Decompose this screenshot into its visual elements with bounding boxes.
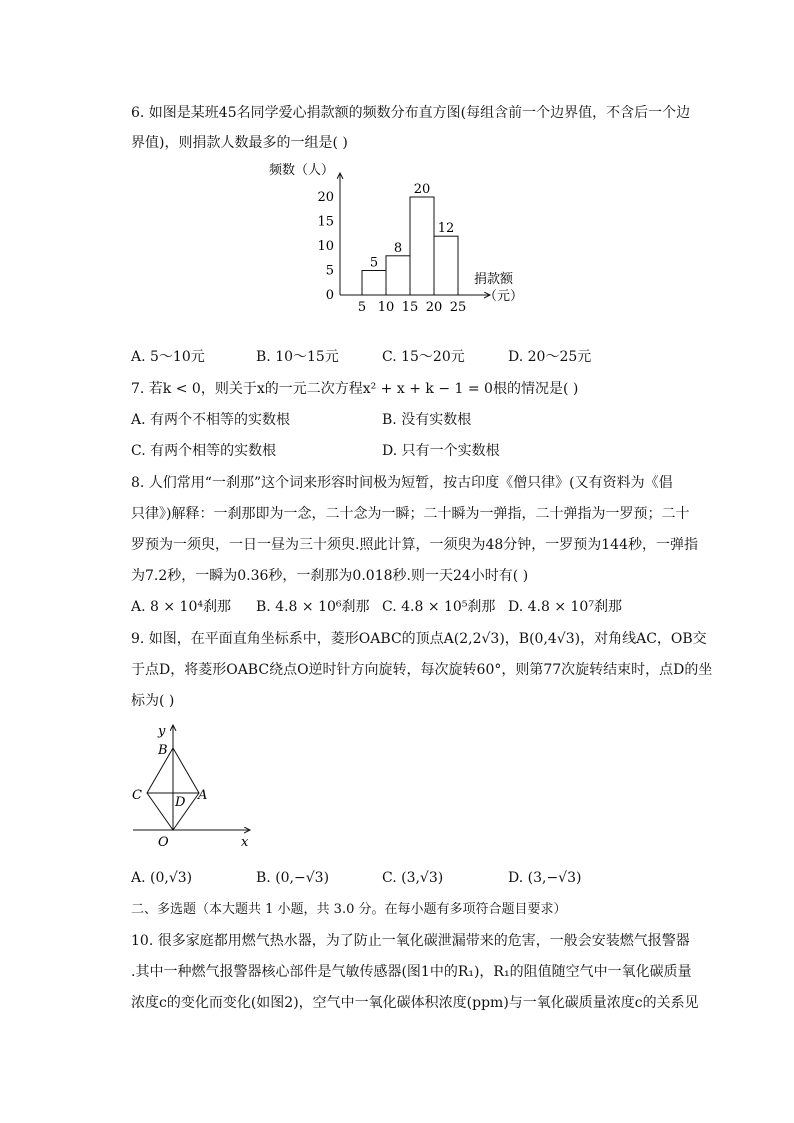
q8-option-c: C. 4.8 × 10⁵刹那 xyxy=(382,599,496,615)
histogram-bar xyxy=(386,256,410,295)
y-tick-label: 0 xyxy=(325,288,334,303)
q6-stem-line2: 界值)，则捐款人数最多的一组是( ) xyxy=(131,135,348,151)
q8-stem-line2: 只律》)解释：一刹那即为一念，二十念为一瞬；二十瞬为一弹指，二十弹指为一罗预；二十 xyxy=(131,506,690,522)
q8-stem-line1: 8. 人们常用“一刹那”这个词来形容时间极为短暂，按古印度《僧只律》(又有资料为《倡 xyxy=(131,475,673,491)
x-axis-unit: （元） xyxy=(484,289,524,304)
q10-stem-line2: .其中一种燃气报警器核心部件是气敏传感器(图1中的R₁)，R₁的阻值随空气中一氧化碳质量 xyxy=(131,964,692,980)
x-tick-label: 20 xyxy=(425,300,443,315)
q8-stem-line4: 为7.2秒，一瞬为0.36秒，一刹那为0.018秒.则一天24小时有( ) xyxy=(131,568,529,584)
q8-option-d: D. 4.8 × 10⁷刹那 xyxy=(508,599,622,615)
y-tick-label: 15 xyxy=(317,214,334,230)
label-b: B xyxy=(158,743,168,758)
x-tick-label: 15 xyxy=(401,300,419,315)
y-tick-label: 20 xyxy=(317,190,334,205)
q9-option-b: B. (0,−√3) xyxy=(256,870,330,886)
histogram-chart xyxy=(262,155,562,325)
q8-option-b: B. 4.8 × 10⁶刹那 xyxy=(256,599,370,615)
y-axis-title: 频数（人） xyxy=(269,163,335,178)
q7-option-a: A. 有两个不相等的实数根 xyxy=(131,412,291,428)
y-tick-label: 5 xyxy=(325,263,334,279)
q7-option-b: B. 没有实数根 xyxy=(382,412,472,428)
histogram-bar xyxy=(410,197,434,295)
q9-option-d: D. (3,−√3) xyxy=(508,870,582,886)
histogram-bar xyxy=(434,236,458,295)
label-o: O xyxy=(158,835,169,850)
x-tick-label: 5 xyxy=(357,300,367,315)
x-axis-title: 捐款额 xyxy=(474,272,514,287)
q6-stem-line1: 6. 如图是某班45名同学爱心捐款额的频数分布直方图(每组含前一个边界值，不含后一个边 xyxy=(131,105,691,121)
q9-option-a: A. (0,√3) xyxy=(131,870,193,886)
x-tick-label: 25 xyxy=(449,300,467,315)
label-x: x xyxy=(241,835,249,850)
q9-option-c: C. (3,√3) xyxy=(382,870,444,886)
q6-option-a: A. 5～10元 xyxy=(131,349,205,365)
q6-option-b: B. 10～15元 xyxy=(256,349,339,365)
q8-option-a: A. 8 × 10⁴刹那 xyxy=(131,599,231,615)
x-tick-label: 10 xyxy=(377,300,395,315)
label-c: C xyxy=(132,788,142,803)
q7-option-d: D. 只有一个实数根 xyxy=(382,443,500,459)
q6-option-d: D. 20～25元 xyxy=(508,349,592,365)
q6-option-c: C. 15～20元 xyxy=(382,349,465,365)
histogram-bar xyxy=(362,271,386,296)
rhombus-figure xyxy=(128,722,268,852)
q7-stem: 7. 若k < 0，则关于x的一元二次方程x² + x + k − 1 = 0根的情况是( ) xyxy=(131,381,579,397)
q9-stem-line2: 于点D，将菱形OABC绕点O逆时针方向旋转，每次旋转60°，则第77次旋转结束时，点D的坐 xyxy=(131,662,713,678)
q10-stem-line3: 浓度c的变化而变化(如图2)，空气中一氧化碳体积浓度(ppm)与一氧化碳质量浓度c的关系见 xyxy=(131,995,699,1011)
q9-stem-line1: 9. 如图，在平面直角坐标系中，菱形OABC的顶点A(2,2√3)，B(0,4√3)，对角线AC，OB交 xyxy=(131,631,707,647)
section-title: 二、多选题（本大题共 1 小题，共 3.0 分。在每小题有多项符合题目要求） xyxy=(131,902,567,917)
bar-value-label: 8 xyxy=(393,240,403,256)
y-tick-label: 10 xyxy=(317,239,334,254)
q8-stem-line3: 罗预为一须臾，一日一昼为三十须臾.照此计算，一须臾为48分钟，一罗预为144秒，一弹指 xyxy=(131,537,698,553)
q7-option-c: C. 有两个相等的实数根 xyxy=(131,443,277,459)
bar-value-label: 20 xyxy=(413,182,431,197)
label-d: D xyxy=(175,795,186,810)
q10-stem-line1: 10. 很多家庭都用燃气热水器，为了防止一氧化碳泄漏带来的危害，一般会安装燃气报警器 xyxy=(131,933,690,949)
label-a: A xyxy=(198,788,208,803)
q9-stem-line3: 标为( ) xyxy=(131,693,175,709)
bar-value-label: 12 xyxy=(437,221,455,237)
bar-value-label: 5 xyxy=(369,255,379,271)
label-y: y xyxy=(158,724,166,739)
